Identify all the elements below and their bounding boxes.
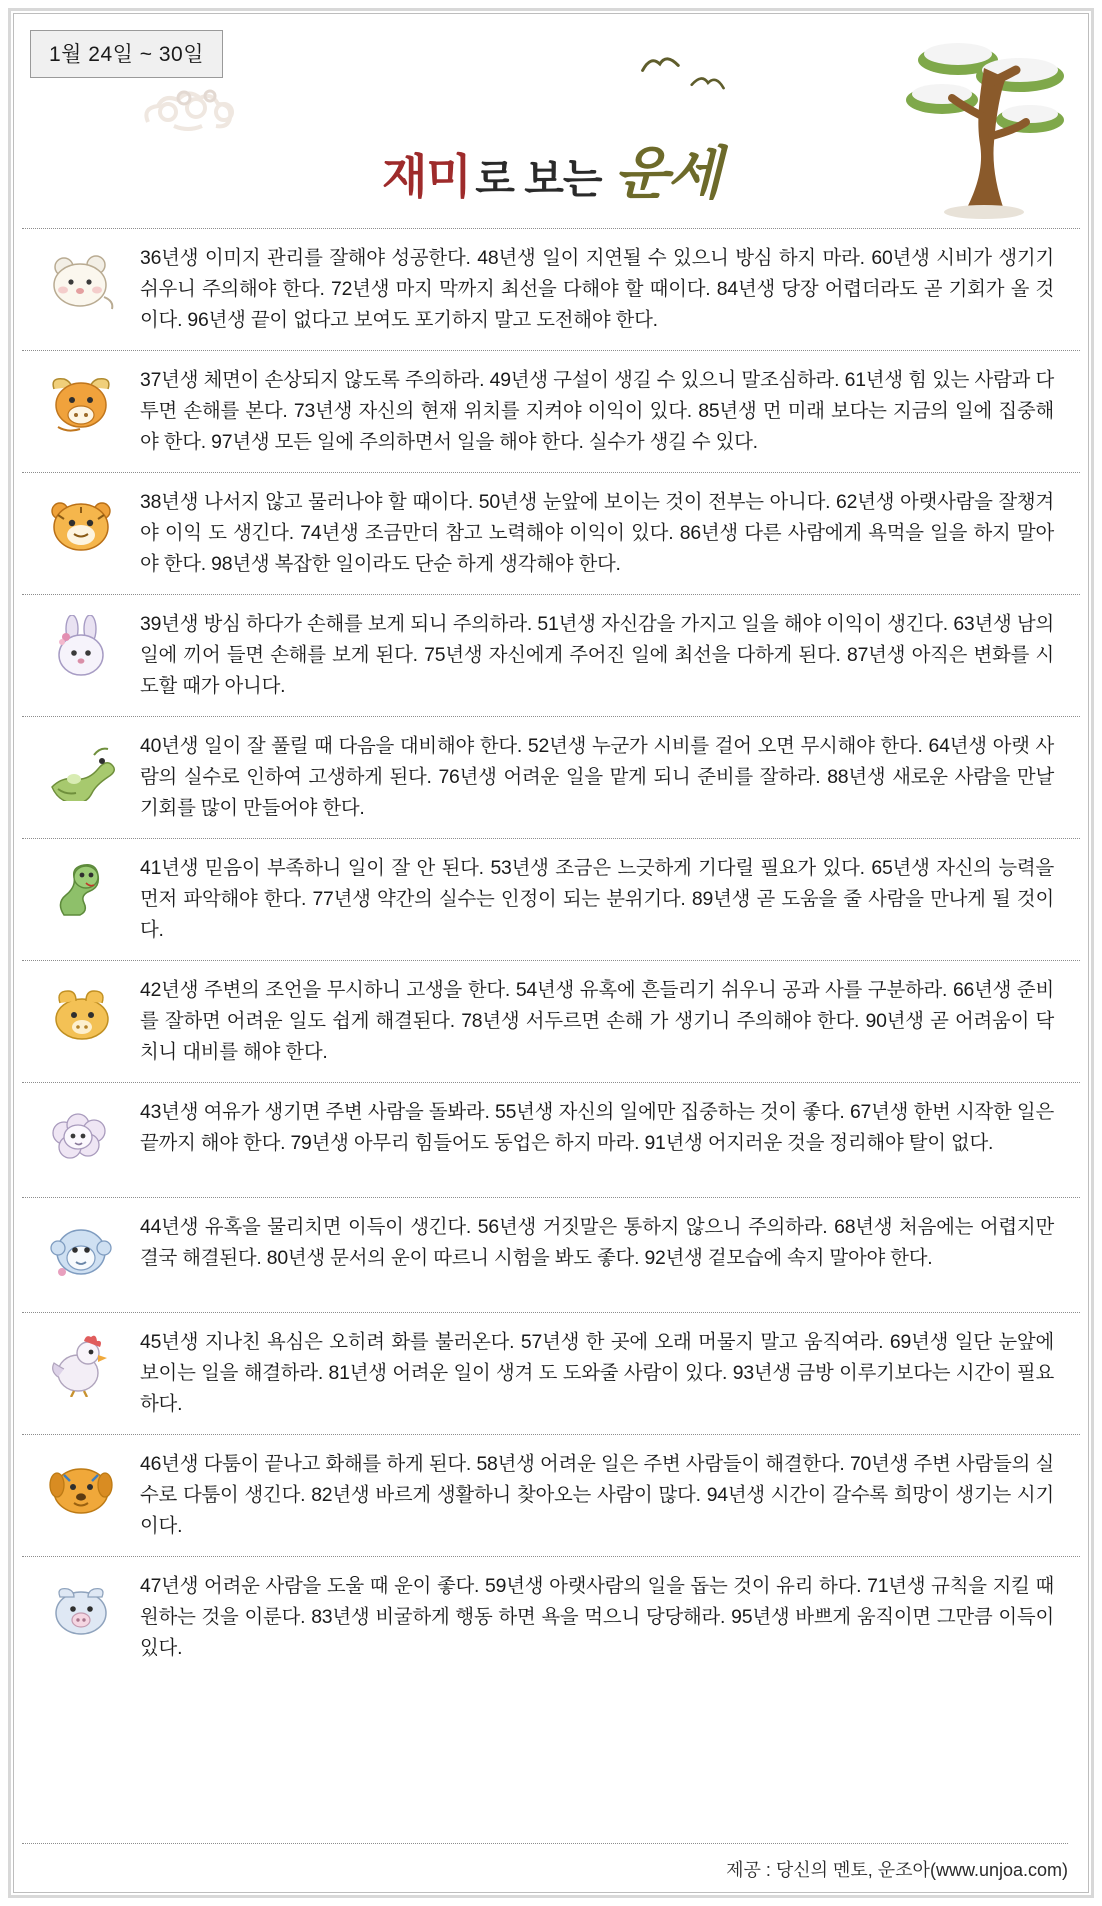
fortune-text-cell <box>140 487 1080 580</box>
fortune-text: 37년생 체면이 손상되지 않도록 주의하라. 49년생 구설이 생길 수 있으니 말조심하라. 61년생 힘 있는 사람과 다투면 손해를 본다. 73년생 자신의 현재 위치를 지켜야 이익이 있다. 85년생 먼 미래 보다는 지금의 일에 집중해야 한다. 97년생 모든 일에 주의하면서 일을 해야 한다. 실수가 생길 수 있다. <box>140 369 1054 453</box>
fortune-text-cell <box>140 1097 1080 1159</box>
list-item <box>22 716 1080 838</box>
fortune-text: 41년생 믿음이 부족하니 일이 잘 안 된다. 53년생 조금은 느긋하게 기다릴 필요가 있다. 65년생 자신의 능력을 먼저 파악해야 한다. 77년생 약간의 실수는 인정이 되는 분위기다. 89년생 곧 도움을 줄 사람을 만나게 될 것이다. <box>140 857 1054 941</box>
zodiac-icon-cell <box>22 853 140 923</box>
fortune-text-cell <box>140 1327 1080 1420</box>
zodiac-icon-cell <box>22 365 140 435</box>
footer-credit: 제공 : 당신의 멘토, 운조아(www.unjoa.com) <box>22 1843 1068 1882</box>
list-item <box>22 228 1080 350</box>
fortune-text: 39년생 방심 하다가 손해를 보게 되니 주의하라. 51년생 자신감을 가지고 일을 해야 이익이 생긴다. 63년생 남의 일에 끼어 들면 손해를 보게 된다. 75년생 자신에게 주어진 일에 최선을 다하게 된다. 87년생 아직은 변화를 시도할 때가 아니다. <box>140 613 1054 697</box>
zodiac-icon-cell <box>22 1449 140 1519</box>
list-item <box>22 472 1080 594</box>
zodiac-icon-cell <box>22 1097 140 1167</box>
sheep-icon <box>44 1103 118 1167</box>
zodiac-list <box>22 228 1080 1678</box>
horse-icon <box>44 981 118 1045</box>
fortune-text-cell <box>140 731 1080 824</box>
fortune-text: 40년생 일이 잘 풀릴 때 다음을 대비해야 한다. 52년생 누군가 시비를 걸어 오면 무시해야 한다. 64년생 아랫 사람의 실수로 인하여 고생하게 된다. 76년생 어려운 일을 맡게 되니 준비를 잘하라. 88년생 새로운 사람을 만날 기회를 많이 만들어야 한다. <box>140 735 1054 819</box>
pig-icon <box>44 1577 118 1641</box>
zodiac-icon-cell <box>22 1571 140 1641</box>
tiger-icon <box>44 493 118 557</box>
page-title-red: 재미 <box>381 150 471 203</box>
fortune-text: 44년생 유혹을 물리치면 이득이 생긴다. 56년생 거짓말은 통하지 않으니 주의하라. 68년생 처음에는 어렵지만 결국 해결된다. 80년생 문서의 운이 따르니 시험을 봐도 좋다. 92년생 겉모습에 속지 말아야 한다. <box>140 1216 1054 1269</box>
list-item <box>22 838 1080 960</box>
fortune-text-cell <box>140 975 1080 1068</box>
list-item <box>22 594 1080 716</box>
dragon-icon <box>44 737 118 801</box>
monkey-icon <box>44 1218 118 1282</box>
page-header <box>0 0 1102 222</box>
ox-icon <box>44 371 118 435</box>
fortune-text-cell <box>140 1449 1080 1542</box>
zodiac-icon-cell <box>22 731 140 801</box>
fortune-text-cell <box>140 365 1080 458</box>
fortune-text-cell <box>140 243 1080 336</box>
zodiac-icon-cell <box>22 975 140 1045</box>
zodiac-icon-cell <box>22 1327 140 1397</box>
bird-icon <box>689 68 728 98</box>
fortune-text: 46년생 다툼이 끝나고 화해를 하게 된다. 58년생 어려운 일은 주변 사람들이 해결한다. 70년생 주변 사람들의 실수로 다툼이 생긴다. 82년생 바르게 생활하니 찾아오는 사람이 많다. 94년생 시간이 갈수록 희망이 생기는 시기이다. <box>140 1453 1054 1537</box>
dog-icon <box>44 1455 118 1519</box>
list-item <box>22 1556 1080 1678</box>
fortune-text: 47년생 어려운 사람을 도울 때 운이 좋다. 59년생 아랫사람의 일을 돕는 것이 유리 하다. 71년생 규칙을 지킬 때 원하는 것을 이룬다. 83년생 비굴하게 행동 하면 욕을 먹으니 당당해라. 95년생 바쁘게 움직이면 그만큼 이득이 있다. <box>140 1575 1054 1659</box>
rabbit-icon <box>44 615 118 679</box>
fortune-text: 42년생 주변의 조언을 무시하니 고생을 한다. 54년생 유혹에 흔들리기 쉬우니 공과 사를 구분하라. 66년생 준비를 잘하면 어려운 일도 쉽게 해결된다. 78년생 서두르면 손해 가 생기니 주의해야 한다. 90년생 곧 어려움이 닥치니 대비를 해야 한다. <box>140 979 1054 1063</box>
bird-icon <box>638 49 681 80</box>
zodiac-icon-cell <box>22 243 140 313</box>
rooster-icon <box>44 1333 118 1397</box>
zodiac-icon-cell <box>22 609 140 679</box>
fortune-text: 43년생 여유가 생기면 주변 사람을 돌봐라. 55년생 자신의 일에만 집중하는 것이 좋다. 67년생 한번 시작한 일은 끝까지 해야 한다. 79년생 아무리 힘들어도 동업은 하지 마라. 91년생 어지러운 것을 정리해야 탈이 없다. <box>140 1101 1054 1154</box>
zodiac-icon-cell <box>22 1212 140 1282</box>
list-item <box>22 1312 1080 1434</box>
rat-icon <box>44 249 118 313</box>
fortune-text-cell <box>140 609 1080 702</box>
cloud-deco-icon <box>140 82 270 134</box>
page-title <box>0 128 1102 210</box>
fortune-text-cell <box>140 853 1080 946</box>
snake-icon <box>44 859 118 923</box>
page-title-script: 운세 <box>613 140 721 207</box>
list-item <box>22 1197 1080 1312</box>
page-title-mid: 로 보는 <box>475 156 602 202</box>
list-item <box>22 1434 1080 1556</box>
fortune-text-cell <box>140 1571 1080 1664</box>
fortune-text-cell <box>140 1212 1080 1274</box>
fortune-text: 36년생 이미지 관리를 잘해야 성공한다. 48년생 일이 지연될 수 있으니 방심 하지 마라. 60년생 시비가 생기기 쉬우니 주의해야 한다. 72년생 마지 막까지 최선을 다해야 할 때이다. 84년생 당장 어렵더라도 곧 기회가 올 것이다. 96년생 끝이 없다고 보여도 포기하지 말고 도전해야 한다. <box>140 247 1054 331</box>
date-range-badge: 1월 24일 ~ 30일 <box>30 30 223 78</box>
zodiac-icon-cell <box>22 487 140 557</box>
fortune-text: 45년생 지나친 욕심은 오히려 화를 불러온다. 57년생 한 곳에 오래 머물지 말고 움직여라. 69년생 일단 눈앞에 보이는 일을 해결하라. 81년생 어려운 일이 생겨 도 도와줄 사람이 있다. 93년생 금방 이루기보다는 시간이 필요 하다. <box>140 1331 1054 1415</box>
fortune-text: 38년생 나서지 않고 물러나야 할 때이다. 50년생 눈앞에 보이는 것이 전부는 아니다. 62년생 아랫사람을 잘챙겨야 이익 도 생긴다. 74년생 조금만더 참고 노력해야 이익이 있다. 86년생 다른 사람에게 욕먹을 일을 하지 말아야 한다. 98년생 복잡한 일이라도 단순 하게 생각해야 한다. <box>140 491 1054 575</box>
list-item <box>22 1082 1080 1197</box>
list-item <box>22 350 1080 472</box>
list-item <box>22 960 1080 1082</box>
